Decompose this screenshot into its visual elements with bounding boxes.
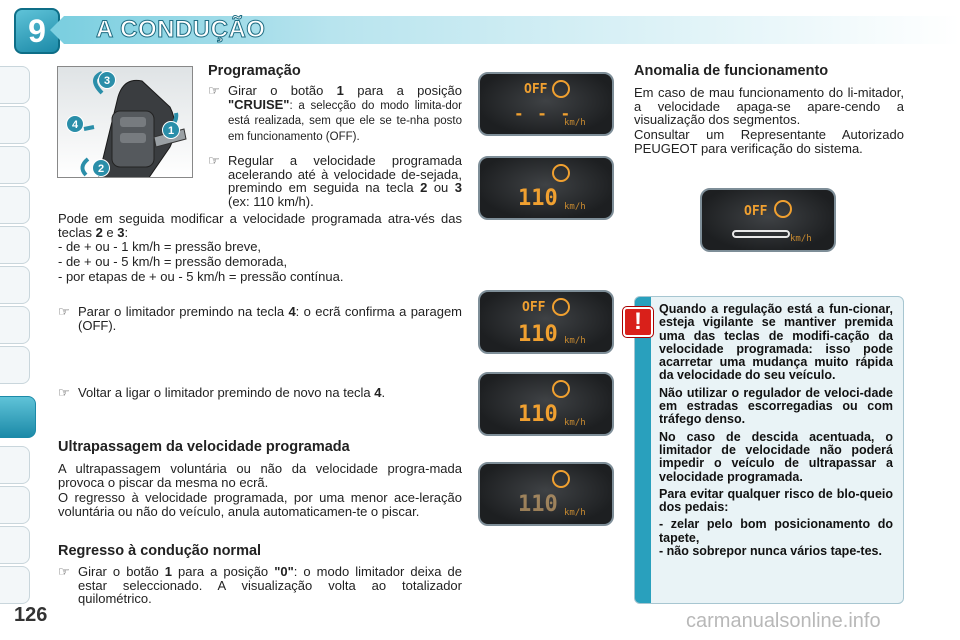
limiter-icon (774, 200, 792, 218)
off-label: OFF (522, 300, 546, 315)
limiter-icon (552, 470, 570, 488)
speed-value: 110 (518, 186, 558, 211)
mode-ref: "CRUISE" (228, 96, 290, 112)
side-tab[interactable] (0, 226, 30, 264)
text: : (124, 224, 129, 240)
text: e (102, 224, 118, 240)
hand-icon: ☞ (58, 385, 70, 400)
warning-item-1: - zelar pelo bom posicionamento do tapete, (659, 517, 893, 545)
speed-value-blinking: 110 (518, 492, 558, 517)
programacao-bullet-2 (208, 154, 462, 208)
ultrapassagem-p1: A ultrapassagem voluntária ou não da velocidade progra-mada provoca o piscar da mesma no ecrã. (58, 461, 462, 490)
limiter-icon (552, 298, 570, 316)
warning-p3: No caso de descida acentuada, o limitador de velocidade não poderá impedir o veículo de ultrapassar a velocidade programada. (659, 429, 893, 484)
ultrapassagem-title: Ultrapassagem da velocidade programada (58, 439, 350, 455)
key-ref: 1 (164, 564, 172, 579)
side-tab[interactable] (0, 106, 30, 144)
warning-icon: ! (623, 307, 653, 337)
text: Girar o botão (78, 564, 165, 579)
text: Parar o limitador premindo na tecla (78, 304, 289, 319)
unit-label: km/h (564, 336, 586, 346)
warning-item-2: - não sobrepor nunca vários tape-tes. (659, 544, 882, 559)
step-3: - por etapas de + ou - 5 km/h = pressão contínua. (58, 269, 344, 284)
stop-bullet (58, 305, 462, 332)
side-tab[interactable] (0, 186, 30, 224)
limiter-icon (552, 164, 570, 182)
warning-p2: Não utilizar o regulador de veloci-dade em estradas escorregadias ou com tráfego denso. (659, 385, 893, 427)
warning-p4: Para evitar qualquer risco de blo-queio dos pedais: (659, 486, 893, 515)
text: . (381, 385, 386, 400)
key-ref: 3 (117, 224, 125, 240)
regresso-title: Regresso à condução normal (58, 543, 262, 559)
side-tab-active[interactable] (0, 396, 36, 438)
side-tab[interactable] (0, 346, 30, 384)
key-ref: 2 (420, 180, 428, 195)
side-tab[interactable] (0, 486, 30, 524)
step-1: - de + ou - 1 km/h = pressão breve, (58, 239, 262, 254)
callout-3: 3 (98, 71, 116, 89)
segment-bar (732, 230, 790, 238)
page-number: 126 (14, 604, 48, 626)
text: para a posição (172, 564, 275, 579)
modify-intro (58, 212, 462, 239)
programacao-title: Programação (208, 63, 301, 79)
side-tab[interactable] (0, 446, 30, 484)
warning-p1: Quando a regulação está a fun-cionar, esteja vigilante se mantiver premida uma das teclas de modifi-cação da velocidade programada: isso pode acarretar uma mudança muito rápida da velocidade do seu veículo. (659, 302, 893, 383)
anomalia-p2: Consultar um Representante Autorizado PEUGEOT para verificação do sistema. (634, 127, 904, 156)
hand-icon: ☞ (208, 83, 220, 98)
off-label: OFF (744, 204, 768, 219)
display-anomaly-segments (700, 188, 836, 252)
display-speed-blinking (478, 462, 614, 526)
speed-value: 110 (518, 322, 558, 347)
regresso-bullet (58, 565, 462, 606)
text: (ex: 110 km/h). (228, 193, 314, 209)
side-tab[interactable] (0, 266, 30, 304)
key-ref: 1 (336, 83, 344, 98)
callout-1: 1 (162, 121, 180, 139)
restart-bullet (58, 386, 462, 400)
hand-icon: ☞ (58, 304, 70, 319)
key-ref: 4 (288, 304, 296, 319)
text: Girar o botão (228, 83, 337, 98)
text: para a posição (343, 83, 462, 98)
warning-box (634, 296, 904, 604)
display-speed-110-restart (478, 372, 614, 436)
key-ref: 2 (95, 224, 103, 240)
anomalia-p1: Em caso de mau funcionamento do li-mitador, a velocidade apaga-se apare-cendo a visualização dos segmentos. (634, 85, 904, 127)
watermark: carmanualsonline.info (686, 610, 881, 632)
display-off-dashes (478, 72, 614, 136)
off-label: OFF (524, 82, 548, 97)
callout-4: 4 (66, 115, 84, 133)
text: ou (427, 180, 455, 195)
display-speed-110 (478, 156, 614, 220)
key-ref: 4 (374, 385, 382, 400)
side-tab[interactable] (0, 146, 30, 184)
speed-value: 110 (518, 402, 558, 427)
step-2: - de + ou - 5 km/h = pressão demorada, (58, 254, 288, 269)
limiter-icon (552, 80, 570, 98)
text: Pode em seguida modificar a velocidade programada atra-vés das teclas (58, 211, 462, 240)
unit-label: km/h (564, 508, 586, 518)
side-tab[interactable] (0, 566, 30, 604)
unit-label: km/h (790, 234, 812, 244)
callout-2: 2 (92, 159, 110, 177)
anomalia-title: Anomalia de funcionamento (634, 63, 829, 79)
side-tab[interactable] (0, 526, 30, 564)
speed-dashes: - - - (514, 104, 573, 123)
position-ref: "0" (274, 564, 294, 579)
page-title: A CONDUÇÃO (96, 16, 266, 43)
unit-label: km/h (564, 202, 586, 212)
text: Regular a velocidade programada acelerando até à velocidade de-sejada, premindo em seguida na tecla (228, 153, 462, 195)
unit-label: km/h (564, 118, 586, 128)
steering-stalk-image (57, 66, 193, 178)
side-tab[interactable] (0, 306, 30, 344)
display-off-110 (478, 290, 614, 354)
chapter-badge: 9 (14, 8, 60, 54)
hand-icon: ☞ (208, 153, 220, 168)
text: Voltar a ligar o limitador premindo de novo na tecla (78, 385, 375, 400)
programacao-bullet-1 (208, 84, 462, 144)
text: : a selecção do modo limita-dor está realizada, sem que ele se te-nha posto em funcionamento (OFF). (228, 99, 462, 143)
limiter-icon (552, 380, 570, 398)
unit-label: km/h (564, 418, 586, 428)
text: : o modo limitador deixa de estar seleccionado. A visualização volta ao totalizador quilométrico. (78, 564, 462, 606)
ultrapassagem-p2: O regresso à velocidade programada, por uma menor ace-leração voluntária ou não do veículo, anula automaticamen-te o piscar. (58, 490, 462, 519)
hand-icon: ☞ (58, 564, 70, 579)
text: : o ecrã confirma a paragem (OFF). (78, 304, 462, 333)
key-ref: 3 (454, 180, 462, 195)
side-tab[interactable] (0, 66, 30, 104)
